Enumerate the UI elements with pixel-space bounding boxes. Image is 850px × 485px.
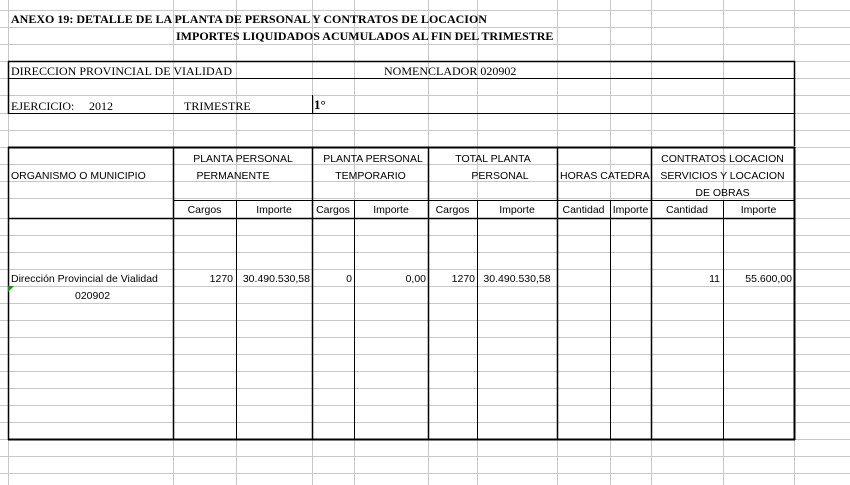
header-total-planta-1: TOTAL PLANTA: [455, 153, 531, 165]
subheader-cantidad: Cantidad: [562, 204, 605, 216]
cell-importe-temporario[interactable]: 0,00: [405, 273, 426, 285]
row-name-line-1[interactable]: Dirección Provincial de Vialidad: [11, 273, 158, 285]
header-planta-permanente-1: PLANTA PERSONAL: [193, 153, 293, 165]
nomenclador: NOMENCLADOR 020902: [384, 64, 517, 78]
header-organismo: ORGANISMO O MUNICIPIO: [11, 170, 146, 182]
subheader-importe: Importe: [740, 204, 777, 216]
subheader-cargos: Cargos: [316, 204, 350, 216]
ejercicio-label: EJERCICIO:: [11, 99, 75, 113]
subheader-importe: Importe: [256, 204, 292, 216]
ejercicio-value: 2012: [89, 99, 113, 113]
header-total-planta-2: PERSONAL: [471, 170, 529, 182]
cell-contratos-cantidad[interactable]: 11: [709, 273, 720, 285]
header-contratos-2: SERVICIOS Y LOCACION: [660, 170, 785, 182]
subheader-importe: Importe: [612, 204, 649, 216]
subheader-cantidad: Cantidad: [665, 204, 709, 216]
trimestre-label: TRIMESTRE: [184, 99, 251, 113]
header-contratos-1: CONTRATOS LOCACION: [661, 153, 784, 165]
row-name-line-2[interactable]: 020902: [75, 290, 111, 302]
title-line-2: IMPORTES LIQUIDADOS ACUMULADOS AL FIN DEL TRIMESTRE: [176, 29, 554, 43]
subheader-importe: Importe: [373, 204, 409, 216]
cell-cargos-temporario[interactable]: 0: [346, 273, 352, 285]
cell-cargos-total[interactable]: 1270: [451, 273, 475, 285]
cell-importe-permanente[interactable]: 30.490.530,58: [242, 273, 310, 285]
header-horas-catedra: HORAS CATEDRA: [560, 170, 650, 182]
cell-cargos-permanente[interactable]: 1270: [209, 273, 233, 285]
header-planta-temporario-1: PLANTA PERSONAL: [323, 153, 423, 165]
cell-importe-total[interactable]: 30.490.530,58: [483, 273, 551, 285]
cell-contratos-importe[interactable]: 55.600,00: [745, 273, 792, 285]
organismo-name: DIRECCION PROVINCIAL DE VIALIDAD: [11, 64, 232, 78]
trimestre-value: 1°: [314, 97, 326, 112]
subheader-importe: Importe: [499, 204, 535, 216]
subheader-cargos: Cargos: [435, 204, 470, 216]
subheader-cargos: Cargos: [187, 204, 222, 216]
cell-comment-indicator: [8, 286, 14, 292]
title-line-1: ANEXO 19: DETALLE DE LA PLANTA DE PERSONAL Y CONTRATOS DE LOCACION: [11, 12, 487, 26]
header-planta-permanente-2: PERMANENTE: [196, 170, 270, 182]
header-planta-temporario-2: TEMPORARIO: [335, 170, 406, 182]
header-contratos-3: DE OBRAS: [695, 187, 750, 199]
